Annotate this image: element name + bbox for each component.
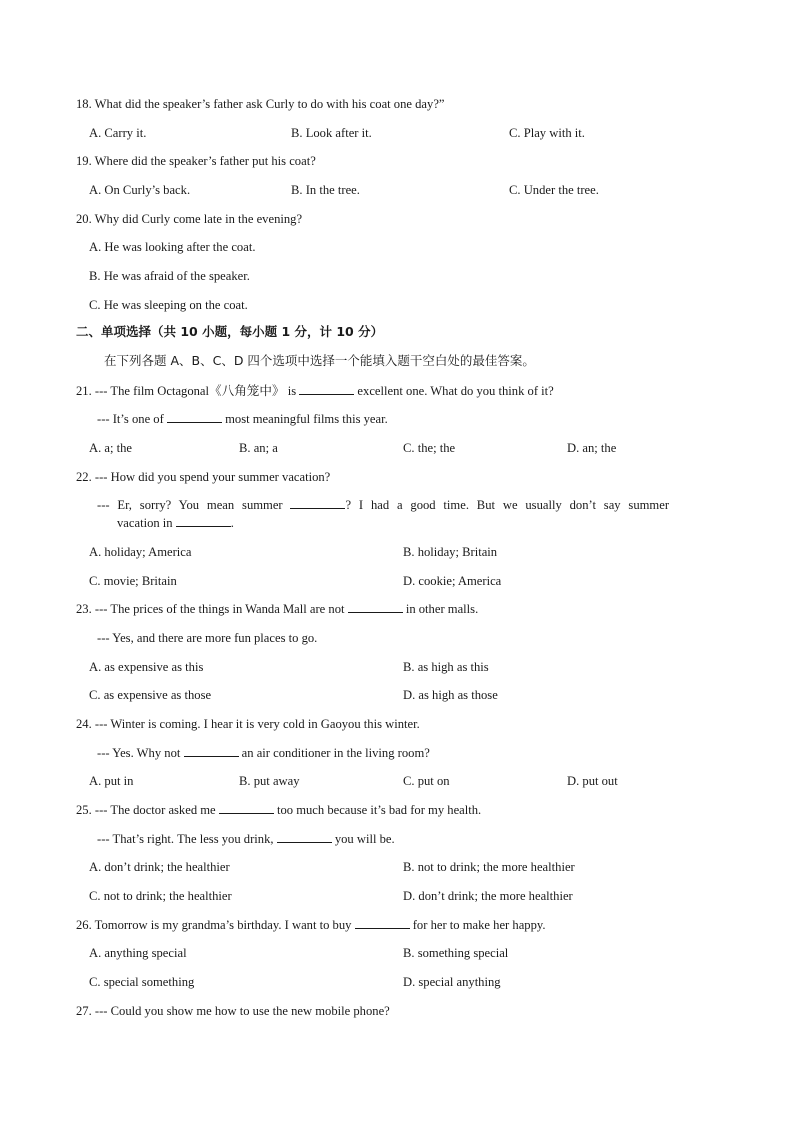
section-instruction: 在下列各题 A、B、C、D 四个选项中选择一个能填入题干空白处的最佳答案。 bbox=[104, 353, 535, 368]
q24-reply-pre: --- Yes. Why not bbox=[97, 746, 184, 760]
q22-option-d: D. cookie; America bbox=[403, 574, 502, 588]
q24-reply bbox=[97, 745, 430, 761]
q23-reply: --- Yes, and there are more fun places to go. bbox=[97, 631, 318, 645]
q23-option-b: B. as high as this bbox=[403, 660, 489, 674]
q26-option-b: B. something special bbox=[403, 946, 509, 960]
q26-option-a: A. anything special bbox=[89, 946, 187, 960]
q21-reply bbox=[97, 411, 388, 427]
q26-stem bbox=[76, 917, 546, 933]
q26-stem-pre: 26. Tomorrow is my grandma’s birthday. I want to buy bbox=[76, 918, 355, 932]
q20-stem: 20. Why did Curly come late in the evening? bbox=[76, 212, 303, 226]
q23-option-c: C. as expensive as those bbox=[89, 688, 212, 702]
q25-reply bbox=[97, 831, 395, 847]
q25-blank-1 bbox=[219, 802, 274, 814]
q22-stem: 22. --- How did you spend your summer vacation? bbox=[76, 470, 331, 484]
q21-blank-2 bbox=[167, 411, 222, 423]
q22-reply2-post: . bbox=[230, 516, 234, 530]
q25-option-a: A. don’t drink; the healthier bbox=[89, 860, 230, 874]
q25-option-d: D. don’t drink; the more healthier bbox=[403, 889, 573, 903]
q18-option-a: A. Carry it. bbox=[89, 126, 147, 140]
q24-option-c: C. put on bbox=[403, 774, 450, 788]
q21-reply-post: most meaningful films this year. bbox=[221, 412, 388, 426]
q18-option-c: C. Play with it. bbox=[509, 126, 585, 140]
q23-stem-pre: 23. --- The prices of the things in Wanda Mall are not bbox=[76, 602, 348, 616]
q21-option-d: D. an; the bbox=[567, 441, 617, 455]
q18-option-b: B. Look after it. bbox=[291, 126, 372, 140]
q22-option-a: A. holiday; America bbox=[89, 545, 192, 559]
q24-stem: 24. --- Winter is coming. I hear it is very cold in Gaoyou this winter. bbox=[76, 717, 420, 731]
q21-option-a: A. a; the bbox=[89, 441, 133, 455]
q20-option-c: C. He was sleeping on the coat. bbox=[89, 298, 248, 312]
q22-reply bbox=[97, 497, 669, 513]
q25-stem-pre: 25. --- The doctor asked me bbox=[76, 803, 219, 817]
q25-reply-post: you will be. bbox=[331, 832, 395, 846]
q22-reply-post: ? I had a good time. But we usually don’t say summer bbox=[345, 498, 670, 512]
q22-reply-cont bbox=[117, 515, 234, 531]
q22-blank-2 bbox=[176, 515, 231, 527]
q19-option-c: C. Under the tree. bbox=[509, 183, 599, 197]
q24-blank bbox=[184, 745, 239, 757]
q21-stem-pre: 21. --- The film Octagonal《八角笼中》 is bbox=[76, 384, 300, 398]
q25-option-b: B. not to drink; the more healthier bbox=[403, 860, 575, 874]
q23-option-a: A. as expensive as this bbox=[89, 660, 204, 674]
q21-blank-1 bbox=[299, 383, 354, 395]
q26-blank bbox=[355, 917, 410, 929]
q20-option-b: B. He was afraid of the speaker. bbox=[89, 269, 250, 283]
q22-blank-1 bbox=[290, 497, 345, 509]
q22-reply2-pre: vacation in bbox=[117, 516, 176, 530]
q25-option-c: C. not to drink; the healthier bbox=[89, 889, 232, 903]
q21-stem bbox=[76, 383, 554, 399]
q25-stem-post: too much because it’s bad for my health. bbox=[273, 803, 482, 817]
q21-stem-post: excellent one. What do you think of it? bbox=[354, 384, 554, 398]
q21-option-b: B. an; a bbox=[239, 441, 278, 455]
section-title: 二、单项选择（共 10 小题，每小题 1 分，计 10 分） bbox=[76, 324, 384, 339]
q25-blank-2 bbox=[277, 831, 332, 843]
q23-option-d: D. as high as those bbox=[403, 688, 498, 702]
q19-option-b: B. In the tree. bbox=[291, 183, 360, 197]
q19-stem: 19. Where did the speaker’s father put his coat? bbox=[76, 154, 316, 168]
q24-option-d: D. put out bbox=[567, 774, 618, 788]
q23-blank bbox=[348, 601, 403, 613]
q26-option-c: C. special something bbox=[89, 975, 195, 989]
q24-option-a: A. put in bbox=[89, 774, 134, 788]
q24-reply-post: an air conditioner in the living room? bbox=[238, 746, 430, 760]
q23-stem-post: in other malls. bbox=[402, 602, 479, 616]
q18-stem: 18. What did the speaker’s father ask Curly to do with his coat one day?” bbox=[76, 97, 445, 111]
q21-reply-pre: --- It’s one of bbox=[97, 412, 167, 426]
q26-stem-post: for her to make her happy. bbox=[409, 918, 546, 932]
q27-stem: 27. --- Could you show me how to use the new mobile phone? bbox=[76, 1004, 390, 1018]
q24-option-b: B. put away bbox=[239, 774, 300, 788]
q20-option-a: A. He was looking after the coat. bbox=[89, 240, 256, 254]
q22-option-c: C. movie; Britain bbox=[89, 574, 177, 588]
q21-option-c: C. the; the bbox=[403, 441, 456, 455]
q22-option-b: B. holiday; Britain bbox=[403, 545, 498, 559]
q19-option-a: A. On Curly’s back. bbox=[89, 183, 191, 197]
q26-option-d: D. special anything bbox=[403, 975, 501, 989]
q25-reply-pre: --- That’s right. The less you drink, bbox=[97, 832, 277, 846]
q22-reply-pre: --- Er, sorry? You mean summer bbox=[97, 498, 291, 512]
q23-stem bbox=[76, 601, 478, 617]
q25-stem bbox=[76, 802, 481, 818]
